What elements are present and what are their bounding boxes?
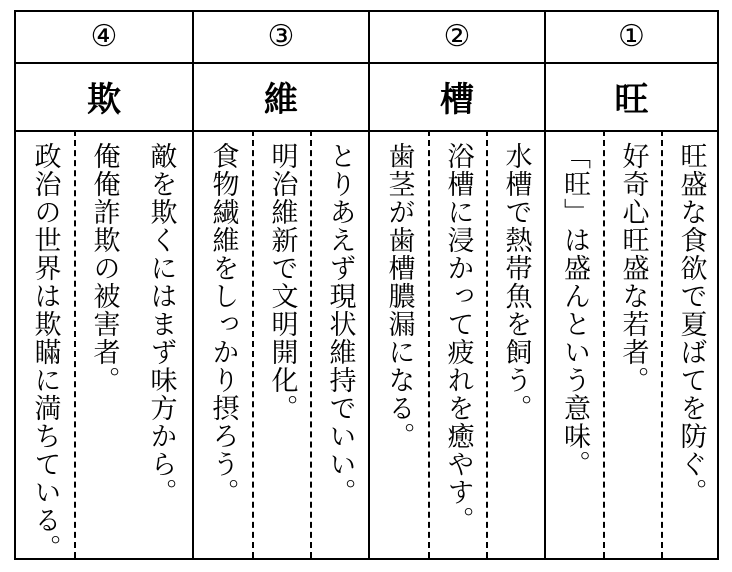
example-sentence: 敵を欺くにはまず味方から。 xyxy=(145,142,177,506)
kanji-column-4 xyxy=(16,12,192,562)
example-sentence: 「旺」は盛んという意味。 xyxy=(559,142,590,478)
sentence-lane xyxy=(603,130,661,558)
sentence-lane xyxy=(546,130,603,558)
column-kanji: 槽 xyxy=(370,62,544,132)
example-sentence: 明治維新で文明開化。 xyxy=(266,142,298,422)
example-sentences xyxy=(16,130,192,562)
example-sentence: 浴槽に浸かって疲れを癒やす。 xyxy=(442,142,474,534)
example-sentence: 旺盛な食欲で夏ばてを防ぐ。 xyxy=(675,142,707,506)
column-number: ② xyxy=(370,12,544,64)
column-number: ③ xyxy=(194,12,368,64)
example-sentence: 政治の世界は欺瞞に満ちている。 xyxy=(29,142,61,562)
example-sentences xyxy=(546,130,717,558)
sentence-lane xyxy=(428,130,486,558)
column-number: ④ xyxy=(16,12,192,64)
example-sentence: 歯茎が歯槽膿漏になる。 xyxy=(383,142,415,450)
example-sentence: 水槽で熱帯魚を飼う。 xyxy=(500,142,532,422)
kanji-column-3 xyxy=(192,12,368,558)
sentence-lane xyxy=(252,130,310,558)
kanji-practice-sheet xyxy=(14,10,719,560)
example-sentence: 好奇心旺盛な若者。 xyxy=(617,142,649,394)
example-sentence: とりあえず現状維持でいい。 xyxy=(324,142,356,506)
example-sentences xyxy=(194,130,368,558)
sentence-lane xyxy=(661,130,719,558)
example-sentence: 食物繊維をしっかり摂ろう。 xyxy=(207,142,239,506)
column-kanji: 欺 xyxy=(16,62,192,132)
sentence-lane xyxy=(310,130,368,558)
column-kanji: 維 xyxy=(194,62,368,132)
sentence-lane xyxy=(486,130,544,558)
sentence-lane xyxy=(132,130,190,558)
sentence-lane xyxy=(16,130,74,562)
sentence-lane xyxy=(370,130,428,558)
column-kanji: 旺 xyxy=(546,62,717,132)
column-number: ① xyxy=(546,12,717,64)
kanji-column-2 xyxy=(368,12,544,558)
sentence-lane xyxy=(74,130,132,558)
kanji-column-1 xyxy=(544,12,717,558)
example-sentence: 俺俺詐欺の被害者。 xyxy=(88,142,120,394)
sentence-lane xyxy=(194,130,252,558)
example-sentences xyxy=(370,130,544,558)
